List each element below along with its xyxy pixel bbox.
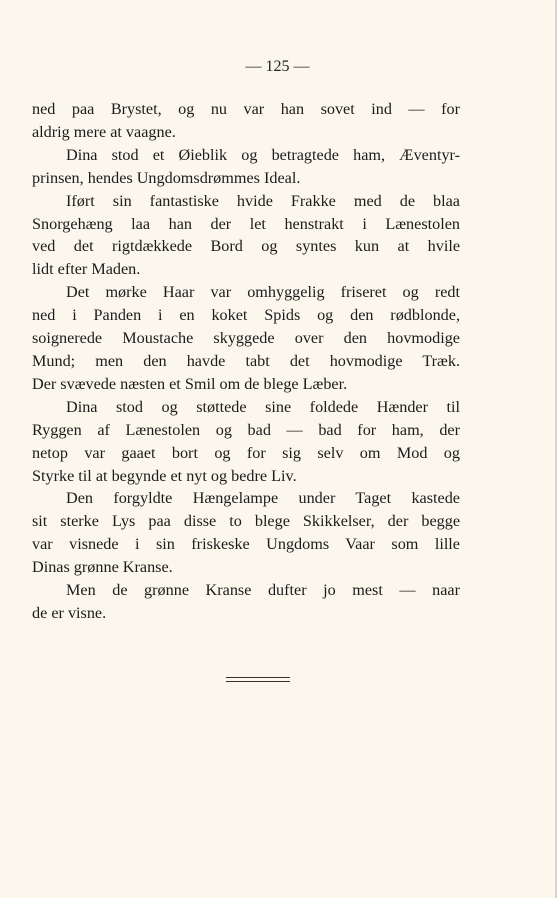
text-line: sit sterke Lys paa disse to blege Skikkelser, der begge (32, 512, 460, 531)
text-line: netop var gaaet bort og for sig selv om Mod og (32, 443, 460, 462)
text-line: Den forgyldte Hængelampe under Taget kastede (66, 489, 460, 508)
text-line: Snorgehæng laa han der let henstrakt i Lænestolen (32, 214, 460, 233)
double-rule-divider (226, 677, 290, 682)
text-line: aldrig mere at vaagne. (32, 122, 176, 141)
text-line: Ryggen af Lænestolen og bad — bad for ham, der (32, 420, 460, 439)
text-line: ned paa Brystet, og nu var han sovet ind — for (32, 100, 460, 118)
text-line: Men de grønne Kranse dufter jo mest — naar (66, 581, 460, 600)
text-line: Det mørke Haar var omhyggelig friseret og redt (66, 283, 460, 302)
text-line: Mund; men den havde tabt det hovmodige Træk. (32, 351, 460, 370)
body-text (32, 98, 460, 625)
text-line: Dina stod og støttede sine foldede Hænder til (66, 397, 460, 416)
page-number: — 125 — (245, 58, 310, 75)
text-line: lidt efter Maden. (32, 260, 141, 279)
text-line: prinsen, hendes Ungdomsdrømmes Ideal. (32, 168, 301, 187)
text-line: Iført sin fantastiske hvide Frakke med de blaa (66, 191, 460, 210)
text-line: ned i Panden i en koket Spids og den rødblonde, (32, 306, 460, 325)
text-line: Der svævede næsten et Smil om de blege Læber. (32, 374, 348, 393)
text-line: Styrke til at begynde et nyt og bedre Liv. (32, 466, 297, 485)
text-line: Dina stod et Øieblik og betragtede ham, Æventyr- (66, 145, 460, 164)
text-line: soignerede Moustache skyggede over den hovmodige (32, 329, 460, 348)
text-line: ved det rigtdækkede Bord og syntes kun at hvile (32, 237, 460, 256)
text-line: Dinas grønne Kranse. (32, 558, 173, 577)
text-line: de er visne. (32, 603, 107, 622)
text-line: var visnede i sin friskeske Ungdoms Vaar som lille (32, 535, 460, 554)
